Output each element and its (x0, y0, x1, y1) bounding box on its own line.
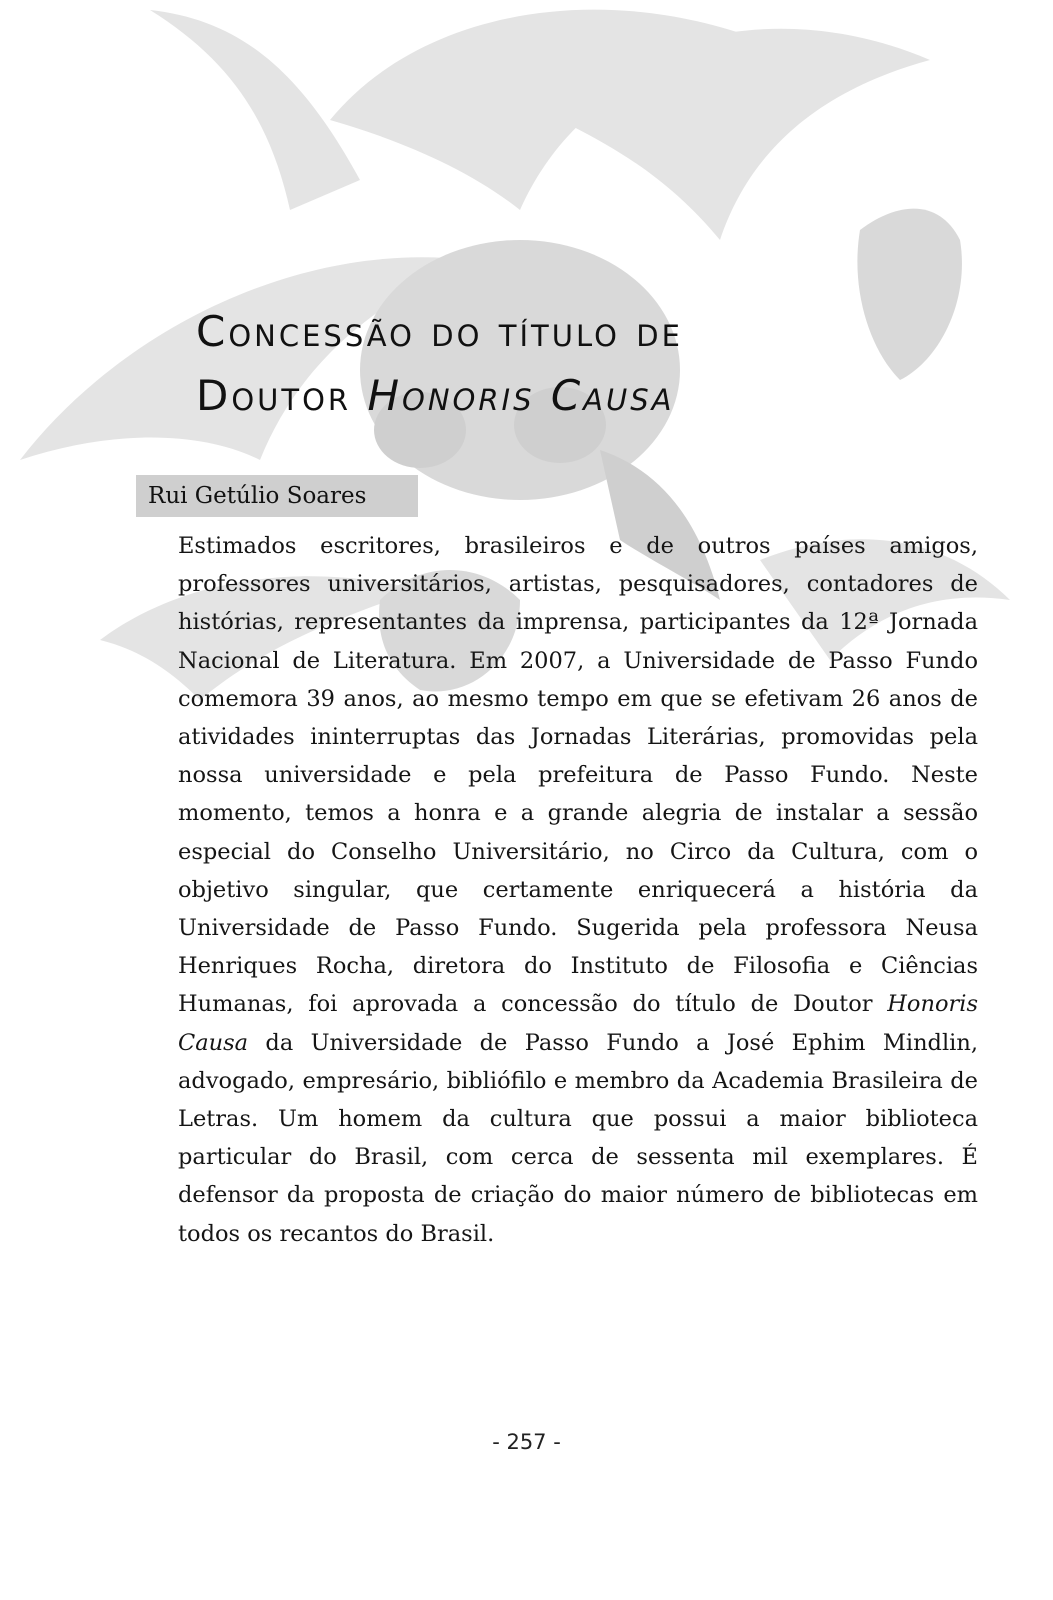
body-text-part-2: da Universidade de Passo Fundo a José Ephim Mindlin, advogado, empresário, bibliófilo e membro da Academia Brasileira de Letras. Um homem da cultura que possui a maior biblioteca particular do Brasil, com cerca de sessenta mil exemplares. É defensor da proposta de criação do maior número de bibliotecas em todos os recantos do Brasil. (178, 1029, 978, 1247)
author-label: Rui Getúlio Soares (136, 475, 418, 517)
body-text-italic: Honoris Causa (178, 991, 978, 1056)
page-number: - 257 - (492, 1430, 561, 1454)
body-text-part-1: Estimados escritores, brasileiros e de outros países amigos, professores universitários, artistas, pesquisadores, contadores de histórias, representantes da imprensa, participantes da 12ª Jornada Nacional de Literatura. Em 2007, a Universidade de Passo Fundo comemora 39 anos, ao mesmo tempo em que se efetivam 26 anos de atividades ininterruptas das Jornadas Literárias, promovidas pela nossa universidade e pela prefeitura de Passo Fundo. Neste momento, temos a honra e a grande alegria de instalar a sessão especial do Conselho Universitário, no Circo da Cultura, com o objetivo singular, que certamente enriquecerá a história da Universidade de Passo Fundo. Sugerida pela professora Neusa Henriques Rocha, diretora do Instituto de Filosofia e Ciências Humanas, foi aprovada a concessão do título de Doutor (178, 533, 978, 1018)
body-paragraph (178, 527, 978, 1253)
title-line-1: Concessão do título de (196, 307, 683, 357)
page-title (196, 300, 956, 428)
title-line-2-italic: Honoris Causa (367, 371, 675, 421)
title-line-2-plain: Doutor (196, 371, 368, 421)
